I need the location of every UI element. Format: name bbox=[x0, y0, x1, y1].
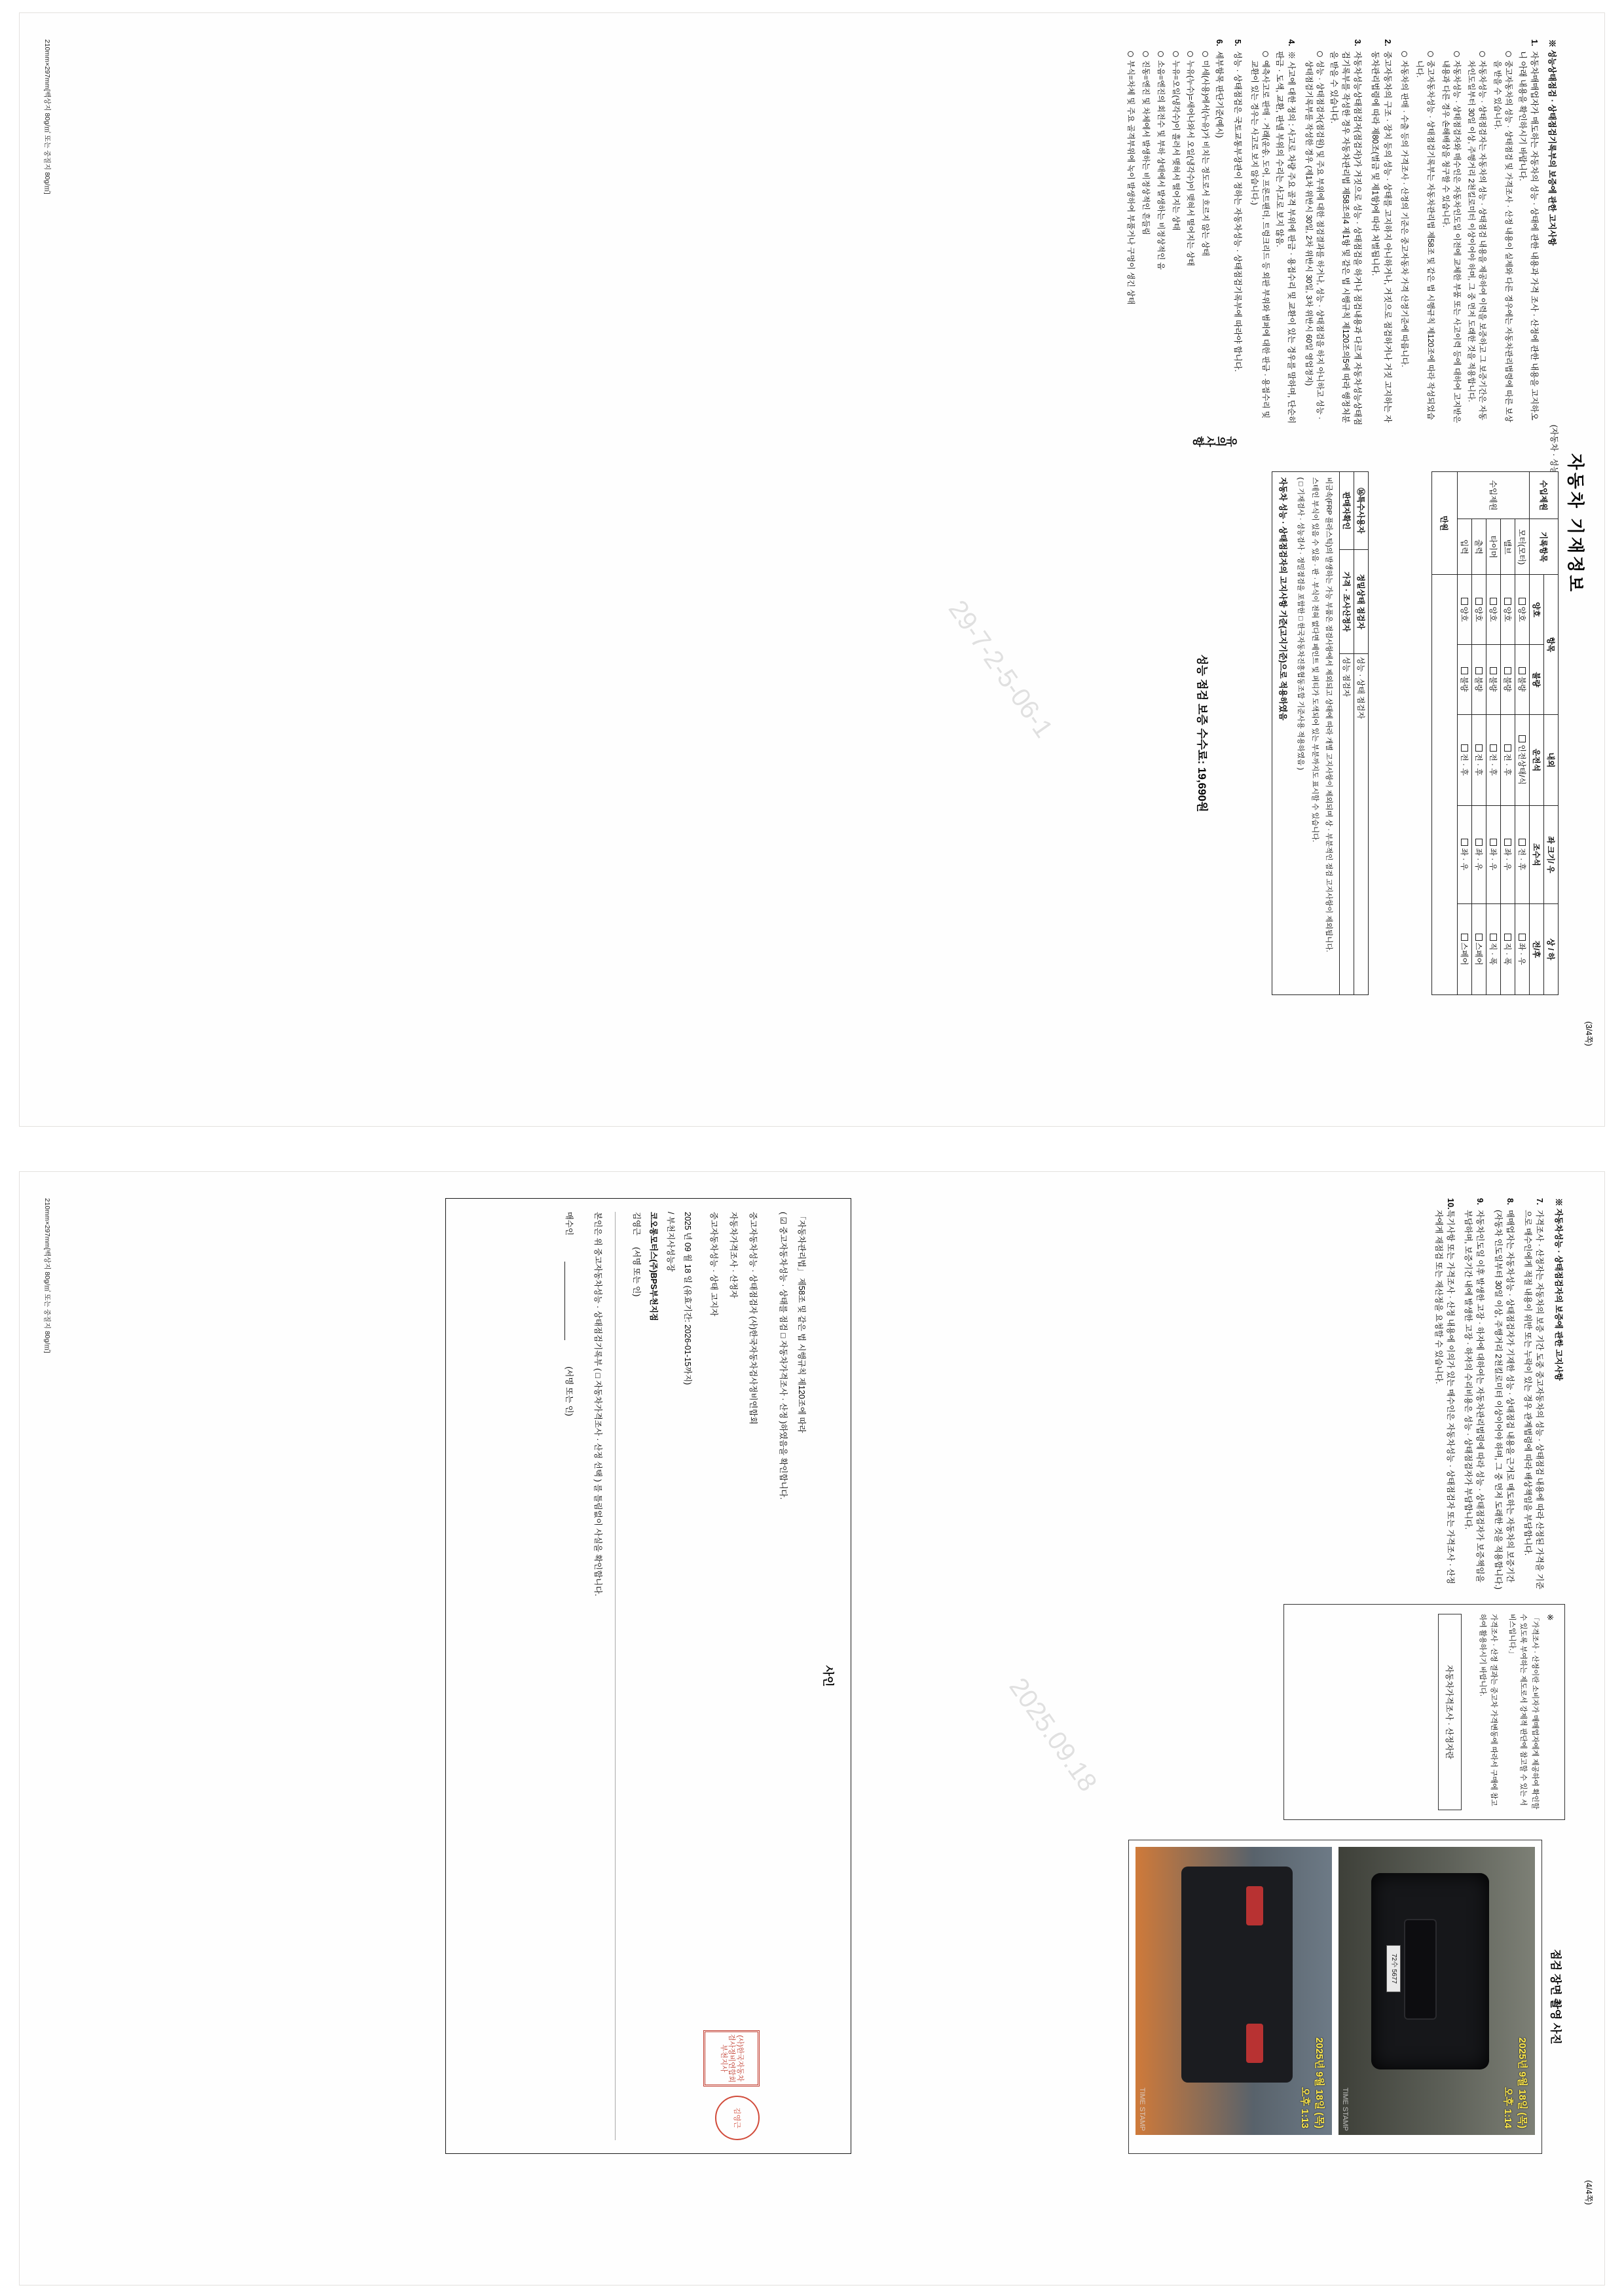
list-item bbox=[1399, 51, 1411, 426]
spec-opt-bad: 불량 bbox=[1530, 645, 1544, 715]
photo-timestamp-time: 오후 1:13 bbox=[1299, 2086, 1310, 2128]
cb-ok[interactable]: 양호 bbox=[1486, 575, 1501, 645]
cb-right-1[interactable]: 전 · 후 bbox=[1486, 714, 1501, 805]
spec-col-2-header: 기록항목 bbox=[1530, 519, 1559, 575]
list-item bbox=[1303, 51, 1325, 426]
list-item-text: 가격조사 · 산정자는 자동차의 보증 기간 도중 중고자동차의 성능 · 상태점검 내용에 따라 산정된 가격을 기준으로 매수인에게 적절 내용이 위반 또는 누락이 있는 경우 관계법령에 따라 배상책임을 부담합니다. bbox=[1522, 1210, 1544, 1590]
list-number: 10. bbox=[1446, 1198, 1456, 1210]
price-assessor-label: 가격 · 조사산정자 bbox=[1340, 550, 1354, 654]
cb-right-3[interactable]: 스페어 bbox=[1458, 903, 1472, 994]
spec-item-label: 타이머 bbox=[1486, 519, 1501, 575]
photo-timestamp-date: 2025년 9월 18일 (목) bbox=[1314, 2037, 1325, 2128]
list-item bbox=[1231, 39, 1243, 426]
note-line-3[interactable] bbox=[1295, 477, 1306, 989]
signer-name: 김영근 bbox=[632, 1212, 641, 1236]
spec-unit-label: 만원 bbox=[1432, 472, 1458, 575]
callout-line-2: 가격조사 · 산정 결과는 중고차 가격변동에 따라서 구매에 참고하여 활용하시기 바랍니다. bbox=[1478, 1614, 1498, 1806]
company-name: 코오롱모터스(주)BPS부천지점 bbox=[649, 1212, 658, 1321]
list-number: 2. bbox=[1382, 39, 1392, 46]
list-item-text: 누유(누수)=새어나와서 오일(냉각수)이 맺혀서 떨어지는 상태 bbox=[1186, 60, 1196, 266]
list-item-text: 자동차매매업자가 매도하는 자동차의 성능 · 상태에 관한 내용과 가격 조사 · 산정에 관한 내용을 고지하오니 아래 내용을 확인하시기 바랍니다. bbox=[1517, 51, 1539, 421]
criteria-sublist bbox=[1125, 51, 1211, 426]
callout-box bbox=[1283, 1604, 1565, 1820]
notice-list-2 bbox=[1433, 1198, 1545, 1591]
license-plate: 72수 5677 bbox=[1386, 1945, 1401, 1992]
list-item bbox=[1303, 39, 1363, 426]
table-row bbox=[1272, 472, 1340, 995]
list-item bbox=[1462, 1198, 1486, 1591]
photo-watermark: TIME STAMP bbox=[1138, 2087, 1146, 2131]
spec-side-1: 운전석 bbox=[1530, 714, 1544, 805]
price-assessor-value[interactable]: 성능 점검자 bbox=[1340, 654, 1354, 995]
sheet-3-rotated-content bbox=[20, 13, 1604, 1126]
callout-line-1: 「가격조사 · 산정이란 소비자가 매매업자에게 제공하여 확인할 수 있도록 부여하는 제도로서 강제적 판단에 참고할 수 있는 서비스입니다.」 bbox=[1507, 1614, 1539, 1810]
page-title: 자동차 기재정보 bbox=[1566, 453, 1585, 594]
cb-bad[interactable]: 불량 bbox=[1501, 645, 1515, 715]
table-row bbox=[1458, 472, 1472, 995]
list-item bbox=[1433, 1198, 1456, 1591]
special-use-label: ⑯특수사용자 bbox=[1354, 472, 1369, 550]
front-photo bbox=[1338, 1847, 1535, 2135]
list-item-text: 진동=엔진 및 차체에서 발생하는 비정상적인 흔들림 bbox=[1141, 60, 1151, 236]
seal-text: 김영근 bbox=[733, 2107, 741, 2128]
checkbox-notes-cell bbox=[1272, 472, 1340, 995]
spec-opt-ok: 양호 bbox=[1530, 575, 1544, 645]
sign-suffix: (서명 또는 인) bbox=[632, 1247, 641, 1297]
cb-right-2[interactable]: 좌 · 우 bbox=[1486, 805, 1501, 903]
table-row bbox=[1472, 472, 1486, 995]
note-line-2: 스테인 부식이 있음 수 있음 · 판 · 부식이 전혀 없다면 페인트 및 퍼티가 도색되어 있는 부분까지도 표시할 수 있습니다. bbox=[1311, 477, 1320, 843]
list-item bbox=[1466, 51, 1488, 426]
list-item bbox=[1492, 1198, 1516, 1591]
cb-right-3[interactable]: 스페어 bbox=[1472, 903, 1486, 994]
list-number: 9. bbox=[1475, 1198, 1485, 1205]
list-item-text: 특기사항 또는 가격조사 · 산정 내용에 이의가 있는 매수인은 자동차성능 · 상태점검자 또는 가격조사 · 산정자에게 재점검 또는 재산정을 요청할 수 있습니다. bbox=[1434, 1210, 1456, 1584]
list-item: 1. 자동차매매업자가 매도하는 자동차의 성능 · 상태에 관한 내용과 가격 조사 · 산정에 관한 내용을 고지하오니 아래 내용을 확인하시기 바랍니다. 중고자동차의 성능 · 상태점검 및 가격조사 · 산정 내용이 실제와 다른 경우에는 자동차관리법령에 따른 보상을 받을 수 있습니다. 자동차성능 · 상태점검자는 자동차의 성능 · 상태점검 내용을 제공하여 이력을 보증하고 그 보증기간은 자동차인도일부터 30일 이상, 주행거리 2천킬로미터 이상이어야 하며, 그 중 먼저 도래한 것을 적용합니다. 자동차성능 · 상태점검자와 매수인은 자동차인도일 이전에 교체한 부품 또는 사고이력 등에 대하여 고지받은 내용과 다른 경우 손해배상을 청구할 수 있습니다. 중고자동차성능 · 상태점검기록부는 자동차관리법 제58조 및 같은 법 시행규칙 제120조에 따라 작성되었습니다. 자동차의 판매 · 수출 등의 가격조사 · 산정의 기준은 중고자동차 가격 산정기준에 따릅니다. bbox=[1399, 39, 1540, 426]
section-1-title: ※ 성능상태점검 · 상태점검기록부의 보증에 관한 고지사항 bbox=[1547, 39, 1557, 246]
list-item-text: 자동차성능상태점검자(점검자)가 거짓으로 성능 · 상태점검을 하거나 점검내용과 다르게 자동차성능상태점검기록부를 작성한 경우 자동차관리법 제58조의4 제1항 및 같은 법 시행규칙 제120조의5에 따라 행정처분을 받을 수 있습니다. bbox=[1329, 51, 1363, 426]
cb-ok[interactable]: 양호 bbox=[1515, 575, 1530, 645]
list-item bbox=[1249, 51, 1272, 426]
cb-right-2[interactable]: 전 · 후 bbox=[1515, 805, 1530, 903]
list-number: 4. bbox=[1287, 39, 1297, 46]
cb-bad[interactable]: 불량 bbox=[1486, 645, 1501, 715]
table-row bbox=[1501, 472, 1515, 995]
sheet-4-rotated-content bbox=[20, 1172, 1604, 2285]
inspector-label: 정밀상태 점검자 bbox=[1354, 550, 1369, 654]
table-row bbox=[1515, 472, 1530, 995]
callout-mark: ※ bbox=[1545, 1614, 1555, 1621]
list-item-text: 중고자동차의 구조 · 장치 등의 성능 · 상태를 고지하지 아니하거나, 거짓으로 점검하거나 거짓 고지하는 자동차관리법령에 따라 제80조(벌금 및 제1항)에 따라 처벌됩니다. bbox=[1371, 51, 1392, 423]
paper-note-4: 210mm×297mm[백상지 80g/㎡ 또는 중질지 80g/㎡] bbox=[43, 1198, 51, 1353]
list-item-text: 소음=엔진의 회전수 및 부하 상태에서 발생하는 비정상적인 음 bbox=[1156, 60, 1166, 270]
list-item-text: 누유=오일(냉각수)이 흘러서 맺혀서 떨어지는 상태 bbox=[1171, 60, 1181, 231]
list-item bbox=[1155, 51, 1166, 426]
paper-note-3: 210mm×297mm[백상지 80g/㎡ 또는 중질지 80g/㎡] bbox=[43, 39, 51, 194]
cb-right-1[interactable]: 전 · 후 bbox=[1472, 714, 1486, 805]
confirm-line-1: 「자동차관리법」 제58조 및 같은 법 시행규칙 제120조에 따라 bbox=[797, 1212, 806, 1433]
side-note-label: 유의사항 bbox=[1193, 434, 1238, 446]
rear-photo bbox=[1135, 1847, 1332, 2135]
list-item-text: 성능 · 상태점검자(점검원) 및 주요 부위에 대한 점검결과를 하거나, 성능 · 상태점검을 하지 아니하고 성능 · 상태점검기록부를 작성한 경우 (제1차 위반시 30일, 2차 위반시 30일, 3차 위반시 60일 영업정지) bbox=[1304, 60, 1325, 420]
spec-side-2: 조수석 bbox=[1530, 805, 1544, 903]
list-item-text: 세부항목 판단기준(예시) bbox=[1215, 51, 1225, 138]
page-label-4: (4/4쪽) bbox=[1584, 2180, 1593, 2205]
seller-confirm-label: 판매자확인 bbox=[1340, 472, 1354, 550]
section-2-title: ※ 자동차성능 · 상태점검자의 보증에 관한 고지사항 bbox=[1554, 1198, 1563, 1381]
sheet-page-3 bbox=[20, 13, 1604, 1126]
table-row bbox=[1432, 472, 1458, 995]
table-row bbox=[1340, 472, 1354, 995]
notice-list-1 bbox=[1125, 39, 1540, 426]
note-checkbox-line[interactable]: ( □ 기재검사 · 성능검사 · 정밀점검을 포함한 □ 한국자동차진흥협동조합 기준사용 적용하였음 ) bbox=[1297, 477, 1304, 771]
inspector-value[interactable]: 성능 · 상태 점검자 bbox=[1354, 654, 1369, 995]
list-number: 8. bbox=[1505, 1198, 1515, 1205]
list-number: 6. bbox=[1215, 39, 1225, 46]
list-item-text: ※ 사고에 대한 정의 : 사고로 차량 주요 골격 부위에 판금 · 용접수리 및 교환이 있는 경우를 말하며, 단순히 판금 · 도색, 교환, 판넬 부위의 수리는 사고로 보지 않음. bbox=[1275, 51, 1297, 424]
cb-ok[interactable]: 양호 bbox=[1458, 575, 1472, 645]
note-line-1: 비금속(FRP 플라스틱)의 발생하는 가능 부품은 점검사항에서 제외되고 상태에 따라 개별 고지사항이 제외되며 상 · 부분적인 점검 고지사항이 제외됩니다. bbox=[1325, 477, 1333, 953]
spec-sub-1: 내외 bbox=[1544, 714, 1559, 805]
cb-right-2[interactable]: 좌 · 우 bbox=[1472, 805, 1486, 903]
spec-item-label: 모터(모터) bbox=[1515, 519, 1530, 575]
cb-bad[interactable]: 불량 bbox=[1458, 645, 1472, 715]
personal-seal-stamp bbox=[715, 2096, 760, 2140]
photo-timestamp-time: 오후 1:14 bbox=[1502, 2086, 1513, 2128]
buyer-confirm-line: 본인은 위 중고자동차성능 · 상태점검기록부 ( □ 자동차가격조사 · 산정 선택 ) 를 틀림없이 사실을 확인합니다. bbox=[593, 1212, 602, 1596]
fee-line: 성능 점검 보증 수수료: 19,690원 bbox=[1196, 654, 1208, 812]
role-price-assessor: 자동차가격조사 · 산정자 bbox=[729, 1212, 738, 1298]
list-item-text: 자동차의 판매 · 수출 등의 가격조사 · 산정의 기준은 중고자동차 가격 산정기준에 따릅니다. bbox=[1400, 60, 1410, 367]
cb-right-1[interactable]: 전 · 후 bbox=[1501, 714, 1515, 805]
watermark: 2025.09.18 bbox=[1003, 1673, 1103, 1797]
cb-bad[interactable]: 불량 bbox=[1472, 645, 1486, 715]
cb-right-3[interactable]: 직 · 폭 bbox=[1501, 903, 1515, 994]
cb-ok[interactable]: 양호 bbox=[1472, 575, 1486, 645]
buyer-signature-field[interactable] bbox=[565, 1262, 575, 1340]
spec-item-label: 입력 bbox=[1458, 519, 1472, 575]
list-item-text: 자동차인도일 이후 발생한 고장 · 하자에 대하여는 자동차관리법령에 따라 성능 · 상태점검자가 보증책임을 부담하며, 보증기간 내에 발생한 고장 · 하자의 수리비용은 성능 · 상태점검자가 부담합니다. bbox=[1464, 1210, 1485, 1583]
list-number: 7. bbox=[1535, 1198, 1544, 1205]
list-item-text: 중고자동차성능 · 상태점검기록부는 자동차관리법 제58조 및 같은 법 시행규칙 제120조에 따라 작성되었습니다. bbox=[1415, 60, 1435, 420]
photo-watermark: TIME STAMP bbox=[1341, 2087, 1349, 2131]
watermark: 29-7-2-5-06-1 bbox=[942, 595, 1059, 743]
spec-sub-3: 상 / 하 bbox=[1544, 903, 1559, 994]
list-item-text: 중고자동차의 성능 · 상태점검 및 가격조사 · 산정 내용이 실제와 다른 경우에는 자동차관리법령에 따른 보상을 받을 수 있습니다. bbox=[1492, 60, 1513, 423]
list-item-text: 미세(사용)에서(누유)가 비치는 정도로서 흐르지 않는 상태 bbox=[1201, 60, 1211, 257]
spec-item-label: 출력 bbox=[1472, 519, 1486, 575]
list-number: 3. bbox=[1353, 39, 1363, 46]
list-item bbox=[1125, 51, 1136, 426]
role-notifier: 중고자동차성능 · 상태 고지자 bbox=[709, 1212, 718, 1317]
list-item bbox=[1414, 51, 1436, 426]
confirm-branch: / 부천지사성능장 bbox=[666, 1212, 675, 1272]
list-item-text: 매매업자는 자동차성능 · 상태점검자가 기재한 성능 · 상태점검 내용을 근거로 매도하는 자동차의 보증기간(자동차 인도일부터 30일 이상, 주행거리 2천킬로미터 이상이어야 하며, 그 중 먼저 도래한 것을 적용합니다.) bbox=[1493, 1210, 1515, 1590]
photos-frame bbox=[1128, 1840, 1542, 2154]
list-item bbox=[1200, 51, 1211, 426]
sheet-page-4 bbox=[20, 1172, 1604, 2285]
list-item-text: 부식=차체 및 주요 골격부위에 녹이 발생하여 부풀거나 구멍이 생긴 상태 bbox=[1126, 60, 1136, 305]
list-item bbox=[1492, 51, 1514, 426]
list-item-text: 자동차성능 · 상태점검자는 자동차의 성능 · 상태점검 내용을 제공하여 이력을 보증하고 그 보증기간은 자동차인도일부터 30일 이상, 주행거리 2천킬로미터 이상이어야 하며, 그 중 먼저 도래한 것을 적용합니다. bbox=[1467, 60, 1488, 420]
list-item bbox=[1522, 1198, 1545, 1591]
cb-right-1[interactable]: 전 · 후 bbox=[1458, 714, 1472, 805]
notice-sublist-4 bbox=[1249, 51, 1272, 426]
page-label-3: (3/4쪽) bbox=[1584, 1021, 1593, 1046]
list-number: 5. bbox=[1232, 39, 1242, 46]
highlight-note: 자동차 성능 · 상태점검자의 고지사항 기준(고지기준)으로 적용하였음 bbox=[1278, 477, 1288, 721]
checkbox-section-table bbox=[1272, 471, 1369, 995]
table-row bbox=[1354, 472, 1369, 995]
confirmation-block bbox=[445, 1198, 851, 2154]
buyer-sign-suffix: (서명 또는 인) bbox=[564, 1366, 574, 1416]
official-seal-stamp bbox=[703, 2030, 760, 2086]
table-row bbox=[1486, 472, 1501, 995]
list-item bbox=[1249, 39, 1298, 426]
confirm-checkbox-line[interactable]: ( ☑ 중고자동차성능 · 상태를 점검 □ 자동차가격조사 · 산정 )하였음을 확인합니다. bbox=[779, 1212, 788, 1500]
spec-sub-2: 좌 크기/ 우 bbox=[1544, 805, 1559, 903]
buyer-label: 매수인 bbox=[564, 1212, 574, 1236]
spec-col-1-header: 수입제원 bbox=[1530, 472, 1559, 519]
list-item-text: 예측사고로 판매 · 거래(운송, 도어, 프론트팬더, 트렁크리드 등 외판 부위와 범퍼에 대한 판금 · 용접수리 및 교환이 있는 경우는 사고로 보지 않습니다.) bbox=[1250, 60, 1271, 419]
spec-item-label: 밸브 bbox=[1501, 519, 1515, 575]
list-item bbox=[1369, 39, 1393, 426]
list-item-text: 성능 · 상태점검은 국토교통부장관이 정하는 자동차성능 · 상태점검기록부에 따라야 합니다. bbox=[1232, 51, 1242, 372]
photo-timestamp-date: 2025년 9월 18일 (목) bbox=[1517, 2037, 1528, 2128]
list-item bbox=[1185, 51, 1196, 426]
cb-right-1[interactable]: 인전상태/식 bbox=[1515, 714, 1530, 805]
list-item-text: 자동차성능 · 상태점검자와 매수인은 자동차인도일 이전에 교체한 부품 또는 사고이력 등에 대하여 고지받은 내용과 다른 경우 손해배상을 청구할 수 있습니다. bbox=[1441, 60, 1462, 424]
list-item bbox=[1140, 51, 1151, 426]
cb-right-3[interactable]: 직 · 폭 bbox=[1486, 903, 1501, 994]
list-item bbox=[1170, 51, 1181, 426]
spec-row-group-label: 수입제원 bbox=[1458, 472, 1530, 519]
cb-right-2[interactable]: 좌 · 우 bbox=[1458, 805, 1472, 903]
spec-unit-value[interactable] bbox=[1432, 575, 1458, 995]
role-inspector: 중고자동차성능 · 상태점검자 (사)한국자동차검사정비연합회 bbox=[748, 1212, 758, 1425]
spec-col-3-header: 항목 bbox=[1544, 575, 1559, 714]
callout-inner-box: 자동차가격조사 · 산정자란 bbox=[1438, 1614, 1462, 1810]
notice-sublist-3 bbox=[1303, 51, 1325, 426]
list-item bbox=[1125, 39, 1225, 426]
cb-ok[interactable]: 양호 bbox=[1501, 575, 1515, 645]
confirm-date: 2025 년 09 월 18 일 (유효기간: 2026-01-15까지) bbox=[683, 1212, 692, 1385]
photos-section-title: 점검 장면 촬영 사진 bbox=[1549, 1949, 1562, 2045]
seal-text: (사)한국자동차 검사정비연합회 부천지사 bbox=[719, 2033, 744, 2083]
confirm-heading: 사인 bbox=[822, 1665, 834, 1687]
list-item bbox=[1440, 51, 1462, 426]
cb-right-3[interactable]: 좌 · 우 bbox=[1515, 903, 1530, 994]
notice-sublist-1 bbox=[1399, 51, 1514, 426]
spec-side-3: 전/후 bbox=[1530, 903, 1544, 994]
cb-right-2[interactable]: 좌 · 우 bbox=[1501, 805, 1515, 903]
cb-bad[interactable]: 불량 bbox=[1515, 645, 1530, 715]
spec-table bbox=[1431, 471, 1559, 995]
